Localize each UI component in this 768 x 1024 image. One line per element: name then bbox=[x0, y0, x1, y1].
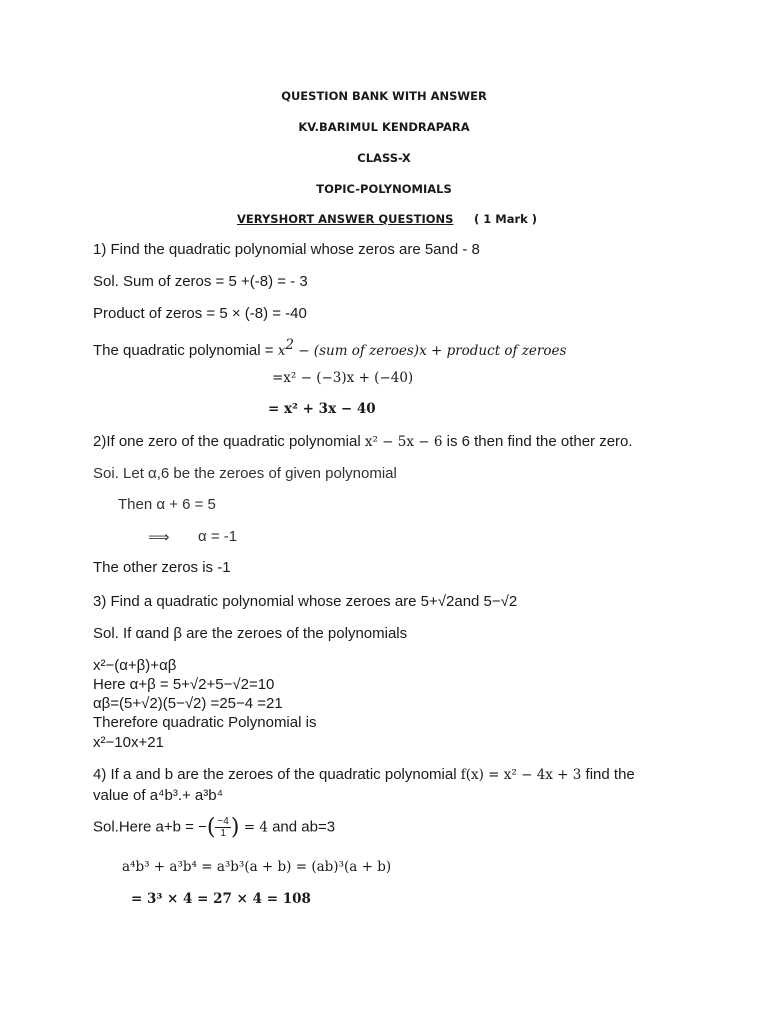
q4-frac-den: 1 bbox=[220, 828, 226, 839]
q2-result: α = -1 bbox=[198, 528, 238, 545]
school-name: KV.BARIMUL KENDRAPARA bbox=[298, 120, 470, 134]
section-title: VERYSHORT ANSWER QUESTIONS bbox=[237, 212, 454, 226]
q1-step2: = x² + 3x − 40 bbox=[268, 401, 376, 417]
q3-question: 3) Find a quadratic polynomial whose zeroes are 5+√2and 5−√2 bbox=[93, 593, 518, 610]
q3-therefore: Therefore quadratic Polynomial is bbox=[93, 714, 317, 731]
q2-conclusion: The other zeros is -1 bbox=[93, 559, 231, 576]
implies-symbol: ⟹ bbox=[148, 529, 170, 546]
q2-let: Soi. Let α,6 be the zeroes of given polynomial bbox=[93, 465, 397, 482]
q4-question-b: find the bbox=[581, 766, 635, 783]
q1-question: 1) Find the quadratic polynomial whose zeros are 5and - 8 bbox=[93, 241, 480, 258]
q3-sol: Sol. If αand β are the zeroes of the polynomials bbox=[93, 625, 408, 642]
section-marks: ( 1 Mark ) bbox=[474, 212, 538, 226]
q2-question-a: 2)If one zero of the quadratic polynomial bbox=[93, 433, 365, 450]
q1-product: Product of zeros = 5 × (-8) = -40 bbox=[93, 305, 307, 322]
q3-product: αβ=(5+√2)(5−√2) =25−4 =21 bbox=[93, 695, 283, 712]
q2-question-line bbox=[93, 433, 633, 450]
q4-question-a: 4) If a and b are the zeroes of the quadratic polynomial bbox=[93, 766, 461, 783]
q4-question-poly: f(x) = x² − 4x + 3 bbox=[460, 767, 582, 783]
q2-question-poly: x² − 5x − 6 bbox=[364, 434, 443, 450]
q4-frac-num: −4 bbox=[217, 816, 229, 827]
q4-step2: = 3³ × 4 = 27 × 4 = 108 bbox=[131, 891, 311, 907]
q3-sum: Here α+β = 5+√2+5−√2=10 bbox=[93, 676, 275, 693]
q4-sol-line: Sol.Here a+b = −( $\frac{-4}{1}$ ) = 4 and ab=3 bbox=[93, 815, 336, 840]
topic-label: TOPIC-POLYNOMIALS bbox=[316, 182, 452, 196]
q1-poly-line: The quadratic polynomial = $x^2 - (sum$ of zeroes)x + product of zeroes bbox=[93, 337, 567, 359]
doc-title: QUESTION BANK WITH ANSWER bbox=[281, 89, 487, 103]
q4-fraction bbox=[215, 816, 230, 839]
q3-form: x²−(α+β)+αβ bbox=[93, 657, 177, 674]
q1-poly-x: x bbox=[277, 343, 286, 359]
q4-sol-mid: = 4 bbox=[239, 819, 268, 836]
class-label: CLASS-X bbox=[357, 151, 411, 165]
q4-sol-and: and ab=3 bbox=[267, 818, 336, 836]
q4-question-line2: value of a⁴b³.+ a³b⁴ bbox=[93, 787, 224, 804]
q2-question-b: is 6 then find the other zero. bbox=[442, 433, 633, 450]
q4-sol-prefix: Sol.Here a+b = − bbox=[93, 818, 207, 836]
q1-step1: =x² − (−3)x + (−40) bbox=[272, 370, 414, 386]
q1-poly-formula: − (sum of zeroes)x + product of zeroes bbox=[293, 343, 567, 359]
q4-question-line1 bbox=[93, 766, 635, 783]
q4-step1: a⁴b³ + a³b⁴ = a³b³(a + b) = (ab)³(a + b) bbox=[122, 859, 392, 875]
q1-poly-label: The quadratic polynomial = bbox=[93, 342, 278, 359]
q3-answer: x²−10x+21 bbox=[93, 734, 164, 751]
q1-sum: Sol. Sum of zeros = 5 +(-8) = - 3 bbox=[93, 273, 308, 290]
q2-then: Then α + 6 = 5 bbox=[118, 496, 216, 513]
